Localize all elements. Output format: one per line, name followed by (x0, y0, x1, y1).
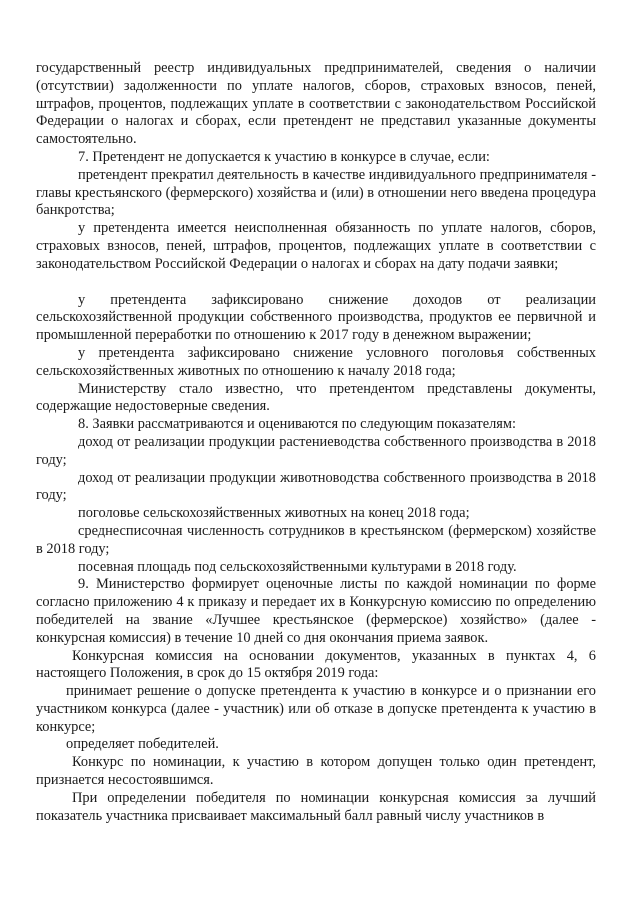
paragraph-9: 9. Министерство формирует оценочные листы по каждой номинации по форме согласно приложению 4 к приказу и передает их в Конкурсную комиссию по определению победителей на звание «Лучшее крестьянское (фермерское) хозяйство» (далее - конкурсная комиссия) в течение 10 дней со дня окончания приема заявок. (36, 576, 596, 646)
document-page (36, 60, 596, 825)
paragraph-7-item-4: у претендента зафиксировано снижение условного поголовья собственных сельскохозяйственных животных по отношению к началу 2018 года; (36, 344, 596, 379)
paragraph-7-item-3: у претендента зафиксировано снижение доходов от реализации сельскохозяйственной продукции собственного производства, продуктов ее первичной и промышленной переработки по отношению к 2017 году в денежном выражении; (36, 291, 596, 344)
paragraph-7-item-2: у претендента имеется неисполненная обязанность по уплате налогов, сборов, страховых взносов, пеней, штрафов, процентов, подлежащих уплате в соответствии с законодательством Российской Федерации о налогах и сборах на дату подачи заявки; (36, 220, 596, 272)
paragraph-commission-item-1: принимает решение о допуске претендента к участию в конкурсе и о признании его участником конкурса (далее - участник) или об отказе в допуске претендента к участию в конкурсе; (36, 683, 596, 735)
paragraph-8-heading: 8. Заявки рассматриваются и оцениваются по следующим показателям: (78, 416, 517, 433)
paragraph-7-item-1: претендент прекратил деятельность в качестве индивидуального предпринимателя - главы крестьянского (фермерского) хозяйства и (или) в отношении него введена процедура банкротства; (36, 166, 596, 219)
paragraph-winner-determination: При определении победителя по номинации конкурсная комиссия за лучший показатель участника присваивает максимальный балл равный числу участников в (36, 789, 596, 824)
paragraph-commission: Конкурсная комиссия на основании документов, указанных в пунктах 4, 6 настоящего Положения, в срок до 15 октября 2019 года: (36, 647, 596, 682)
paragraph-8-item-3: поголовье сельскохозяйственных животных на конец 2018 года; (78, 505, 470, 522)
paragraph-8-item-4: среднесписочная численность сотрудников в крестьянском (фермерском) хозяйстве в 2018 году; (36, 522, 596, 557)
paragraph-single-applicant: Конкурс по номинации, к участию в котором допущен только один претендент, признается несостоявшимся. (36, 754, 596, 789)
paragraph-8-item-1: доход от реализации продукции растениеводства собственного производства в 2018 году; (36, 433, 596, 468)
paragraph-commission-item-2: определяет победителей. (66, 736, 219, 753)
paragraph-registry-info: государственный реестр индивидуальных предпринимателей, сведения о наличии (отсутствии) задолженности по уплате налогов, сборов, страховых взносов, пеней, штрафов, процентов, подлежащих уплате в соответствии с законодательством Российской Федерации о налогах и сборах, если претендент не представил указанные документы самостоятельно. (36, 60, 596, 148)
paragraph-8-item-2: доход от реализации продукции животноводства собственного производства в 2018 году; (36, 469, 596, 504)
paragraph-7-item-5: Министерству стало известно, что претендентом представлены документы, содержащие недостоверные сведения. (36, 380, 596, 415)
paragraph-7-heading: 7. Претендент не допускается к участию в конкурсе в случае, если: (78, 148, 490, 165)
paragraph-8-item-5: посевная площадь под сельскохозяйственными культурами в 2018 году. (78, 558, 517, 575)
